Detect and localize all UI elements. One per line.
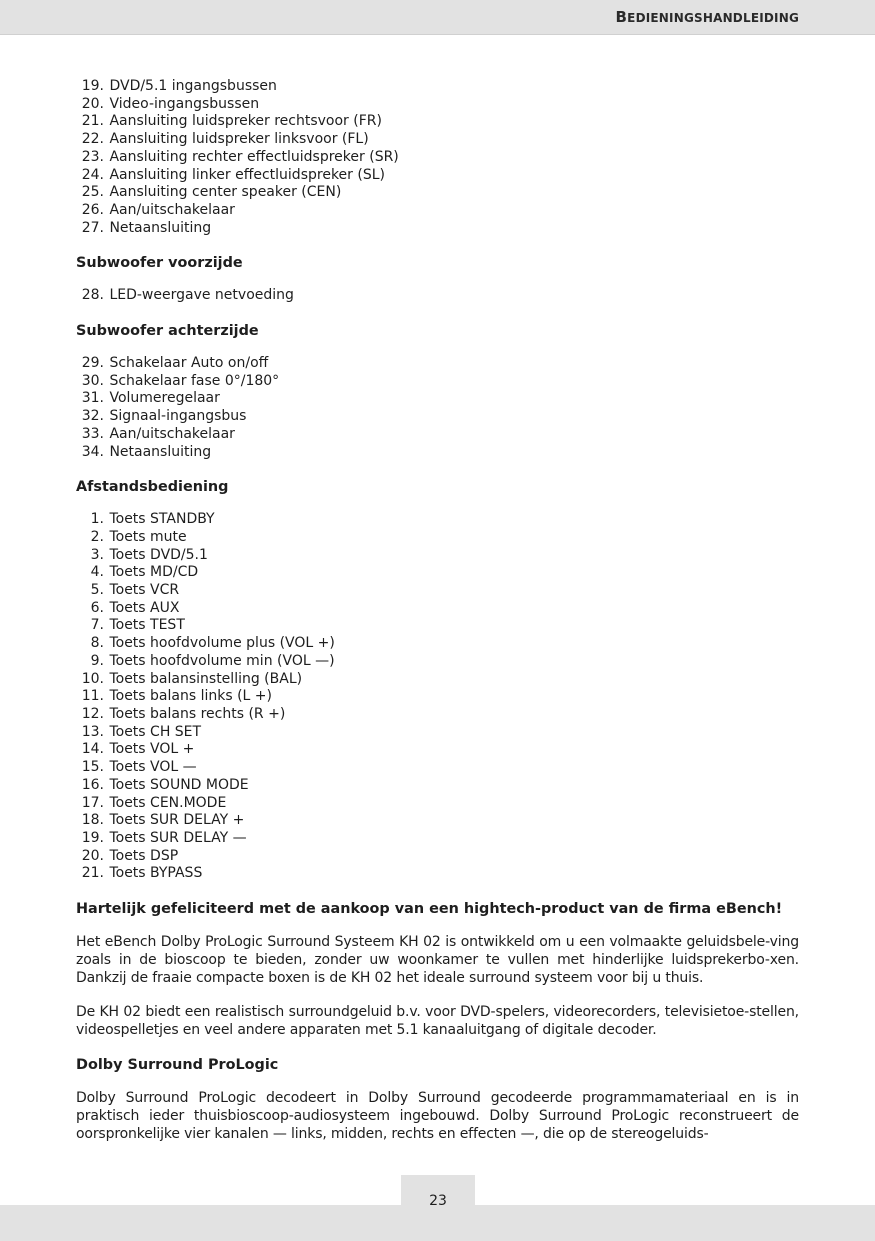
list-item-number: 5.	[90, 582, 104, 599]
list-item	[76, 202, 799, 220]
list-item-text: Toets BYPASS	[109, 865, 203, 882]
page-number: 23	[429, 1193, 447, 1209]
list-item	[76, 444, 799, 462]
list-item-text: Toets TEST	[109, 617, 185, 634]
list-item	[76, 688, 799, 706]
list-item-number: 6.	[90, 599, 104, 616]
list-item-text: Toets hoofdvolume plus (VOL +)	[109, 635, 335, 652]
section-title-subwoofer-back: Subwoofer achterzijde	[76, 323, 259, 340]
list-item-number: 32.	[81, 408, 104, 425]
list-item-text: Toets VOL +	[109, 741, 195, 758]
list-item	[76, 390, 799, 408]
list-item-text: Toets DSP	[109, 847, 179, 864]
list-item-text: Toets balansinstelling (BAL)	[109, 670, 303, 687]
list-item-number: 20.	[81, 95, 104, 112]
list-item	[76, 653, 799, 671]
section-title-dolby: Dolby Surround ProLogic	[76, 1057, 279, 1074]
list-item-text: Toets balans links (L +)	[109, 688, 272, 705]
list-item	[76, 149, 799, 167]
list-item-text: DVD/5.1 ingangsbussen	[109, 78, 277, 94]
list-item-text: Toets DVD/5.1	[109, 546, 208, 563]
list-item	[76, 671, 799, 689]
list-item	[76, 812, 799, 830]
list-item-number: 20.	[81, 847, 104, 864]
list-item	[76, 617, 799, 635]
list-item-number: 25.	[81, 184, 104, 201]
list-item-number: 26.	[81, 201, 104, 218]
list-item	[76, 777, 799, 795]
list-item-number: 19.	[81, 78, 104, 94]
list-item-number: 27.	[81, 219, 104, 236]
list-item-number: 11.	[81, 688, 104, 705]
list-item-number: 2.	[90, 528, 104, 545]
list-item-number: 22.	[81, 131, 104, 148]
list-item-text: Toets hoofdvolume min (VOL —)	[109, 652, 335, 669]
list-item-number: 16.	[81, 776, 104, 793]
header-title	[616, 8, 799, 26]
list-item	[76, 600, 799, 618]
list-item	[76, 582, 799, 600]
list-item-number: 29.	[81, 355, 104, 372]
intro-paragraph-2: De KH 02 biedt een realistisch surroundgeluid b.v. voor DVD-spelers, videorecorders, televisietoe-stellen, videospelletjes en veel andere apparaten met 5.1 kanaaluitgang of digitale decoder.	[76, 1004, 799, 1039]
list-item	[76, 759, 799, 777]
list-item	[76, 830, 799, 848]
list-item-number: 18.	[81, 812, 104, 829]
list-item	[76, 78, 799, 96]
list-item	[76, 131, 799, 149]
list-item-text: Toets VCR	[109, 582, 180, 599]
list-item-number: 33.	[81, 425, 104, 442]
list-item-text: Netaansluiting	[109, 443, 212, 460]
list-item-text: Toets SUR DELAY —	[109, 829, 247, 846]
list-item-number: 24.	[81, 166, 104, 183]
list-item-text: Toets SUR DELAY +	[109, 812, 245, 829]
list-item-number: 7.	[90, 617, 104, 634]
list-item-text: LED-weergave netvoeding	[109, 287, 294, 304]
connections-list	[76, 78, 799, 237]
list-item-text: Toets balans rechts (R +)	[109, 705, 286, 722]
list-item-text: Schakelaar Auto on/off	[109, 355, 269, 372]
list-item	[76, 373, 799, 391]
list-item-text: Netaansluiting	[109, 219, 212, 236]
list-item-number: 31.	[81, 390, 104, 407]
list-item-number: 23.	[81, 148, 104, 165]
list-item-number: 14.	[81, 741, 104, 758]
list-item	[76, 635, 799, 653]
list-item-text: Aansluiting rechter effectluidspreker (SR)	[109, 148, 399, 165]
section-title-remote: Afstandsbediening	[76, 479, 229, 496]
list-item	[76, 408, 799, 426]
list-item-text: Toets CH SET	[109, 723, 202, 740]
list-item-number: 21.	[81, 113, 104, 130]
list-item-text: Toets mute	[109, 528, 187, 545]
list-item	[76, 741, 799, 759]
list-item	[76, 865, 799, 883]
list-item-number: 3.	[90, 546, 104, 563]
list-item-text: Aansluiting linker effectluidspreker (SL)	[109, 166, 385, 183]
list-item	[76, 426, 799, 444]
subwoofer-front-list	[76, 287, 799, 305]
list-item	[76, 724, 799, 742]
list-item	[76, 184, 799, 202]
list-item-text: Aansluiting center speaker (CEN)	[109, 184, 342, 201]
list-item	[76, 287, 799, 305]
list-item-number: 12.	[81, 705, 104, 722]
header-band	[0, 0, 875, 35]
list-item-text: Toets SOUND MODE	[109, 776, 249, 793]
list-item-text: Schakelaar fase 0°/180°	[109, 372, 280, 389]
list-item	[76, 355, 799, 373]
list-item-text: Aan/uitschakelaar	[109, 425, 235, 442]
list-item-text: Toets CEN.MODE	[109, 794, 227, 811]
dolby-paragraph: Dolby Surround ProLogic decodeert in Dolby Surround gecodeerde programmamateriaal en is in praktisch ieder thuisbioscoop-audiosysteem ingebouwd. Dolby Surround ProLogic reconstrueert de oorspronkelijke vier kanalen — links, midden, rechts en effecten —, die op de stereogeluids-	[76, 1090, 799, 1143]
header-title-initial: B	[615, 8, 628, 26]
list-item	[76, 848, 799, 866]
list-item	[76, 113, 799, 131]
list-item	[76, 167, 799, 185]
list-item-text: Aansluiting luidspreker linksvoor (FL)	[109, 131, 369, 148]
list-item-number: 1.	[90, 511, 104, 528]
list-item-text: Aansluiting luidspreker rechtsvoor (FR)	[109, 113, 382, 130]
list-item-text: Toets AUX	[109, 599, 180, 616]
list-item-text: Toets STANDBY	[109, 511, 215, 528]
section-title-subwoofer-front: Subwoofer voorzijde	[76, 255, 243, 272]
subwoofer-back-list	[76, 355, 799, 461]
list-item-number: 10.	[81, 670, 104, 687]
list-item	[76, 547, 799, 565]
list-item-number: 9.	[90, 652, 104, 669]
list-item-text: Aan/uitschakelaar	[109, 201, 235, 218]
list-item	[76, 529, 799, 547]
list-item	[76, 511, 799, 529]
list-item-text: Toets VOL —	[109, 759, 197, 776]
list-item-number: 4.	[90, 564, 104, 581]
list-item-text: Toets MD/CD	[109, 564, 199, 581]
list-item-number: 8.	[90, 635, 104, 652]
list-item-number: 15.	[81, 759, 104, 776]
list-item-text: Signaal-ingangsbus	[109, 408, 247, 425]
list-item	[76, 706, 799, 724]
list-item-number: 13.	[81, 723, 104, 740]
list-item-number: 28.	[81, 287, 104, 304]
list-item-number: 34.	[81, 443, 104, 460]
list-item-number: 19.	[81, 829, 104, 846]
list-item-number: 30.	[81, 372, 104, 389]
list-item-number: 21.	[81, 865, 104, 882]
intro-paragraph-1: Het eBench Dolby ProLogic Surround Systeem KH 02 is ontwikkeld om u een volmaakte geluidsbele-ving zoals in de bioscoop te bieden, zonder uw woonkamer te vullen met hinderlijke luidsprekerbo-xen. Dankzij de fraaie compacte boxen is de KH 02 het ideale surround systeem voor bij u thuis.	[76, 934, 799, 987]
list-item-number: 17.	[81, 794, 104, 811]
list-item	[76, 220, 799, 238]
remote-buttons-list	[76, 511, 799, 883]
header-title-rest: EDIENINGSHANDLEIDING	[627, 11, 799, 25]
list-item-text: Video-ingangsbussen	[109, 95, 260, 112]
page-content	[76, 78, 799, 1143]
list-item	[76, 564, 799, 582]
section-title-congratulations: Hartelijk gefeliciteerd met de aankoop van een hightech-product van de firma eBench!	[76, 901, 783, 918]
list-item	[76, 96, 799, 114]
list-item-text: Volumeregelaar	[109, 390, 220, 407]
list-item	[76, 795, 799, 813]
